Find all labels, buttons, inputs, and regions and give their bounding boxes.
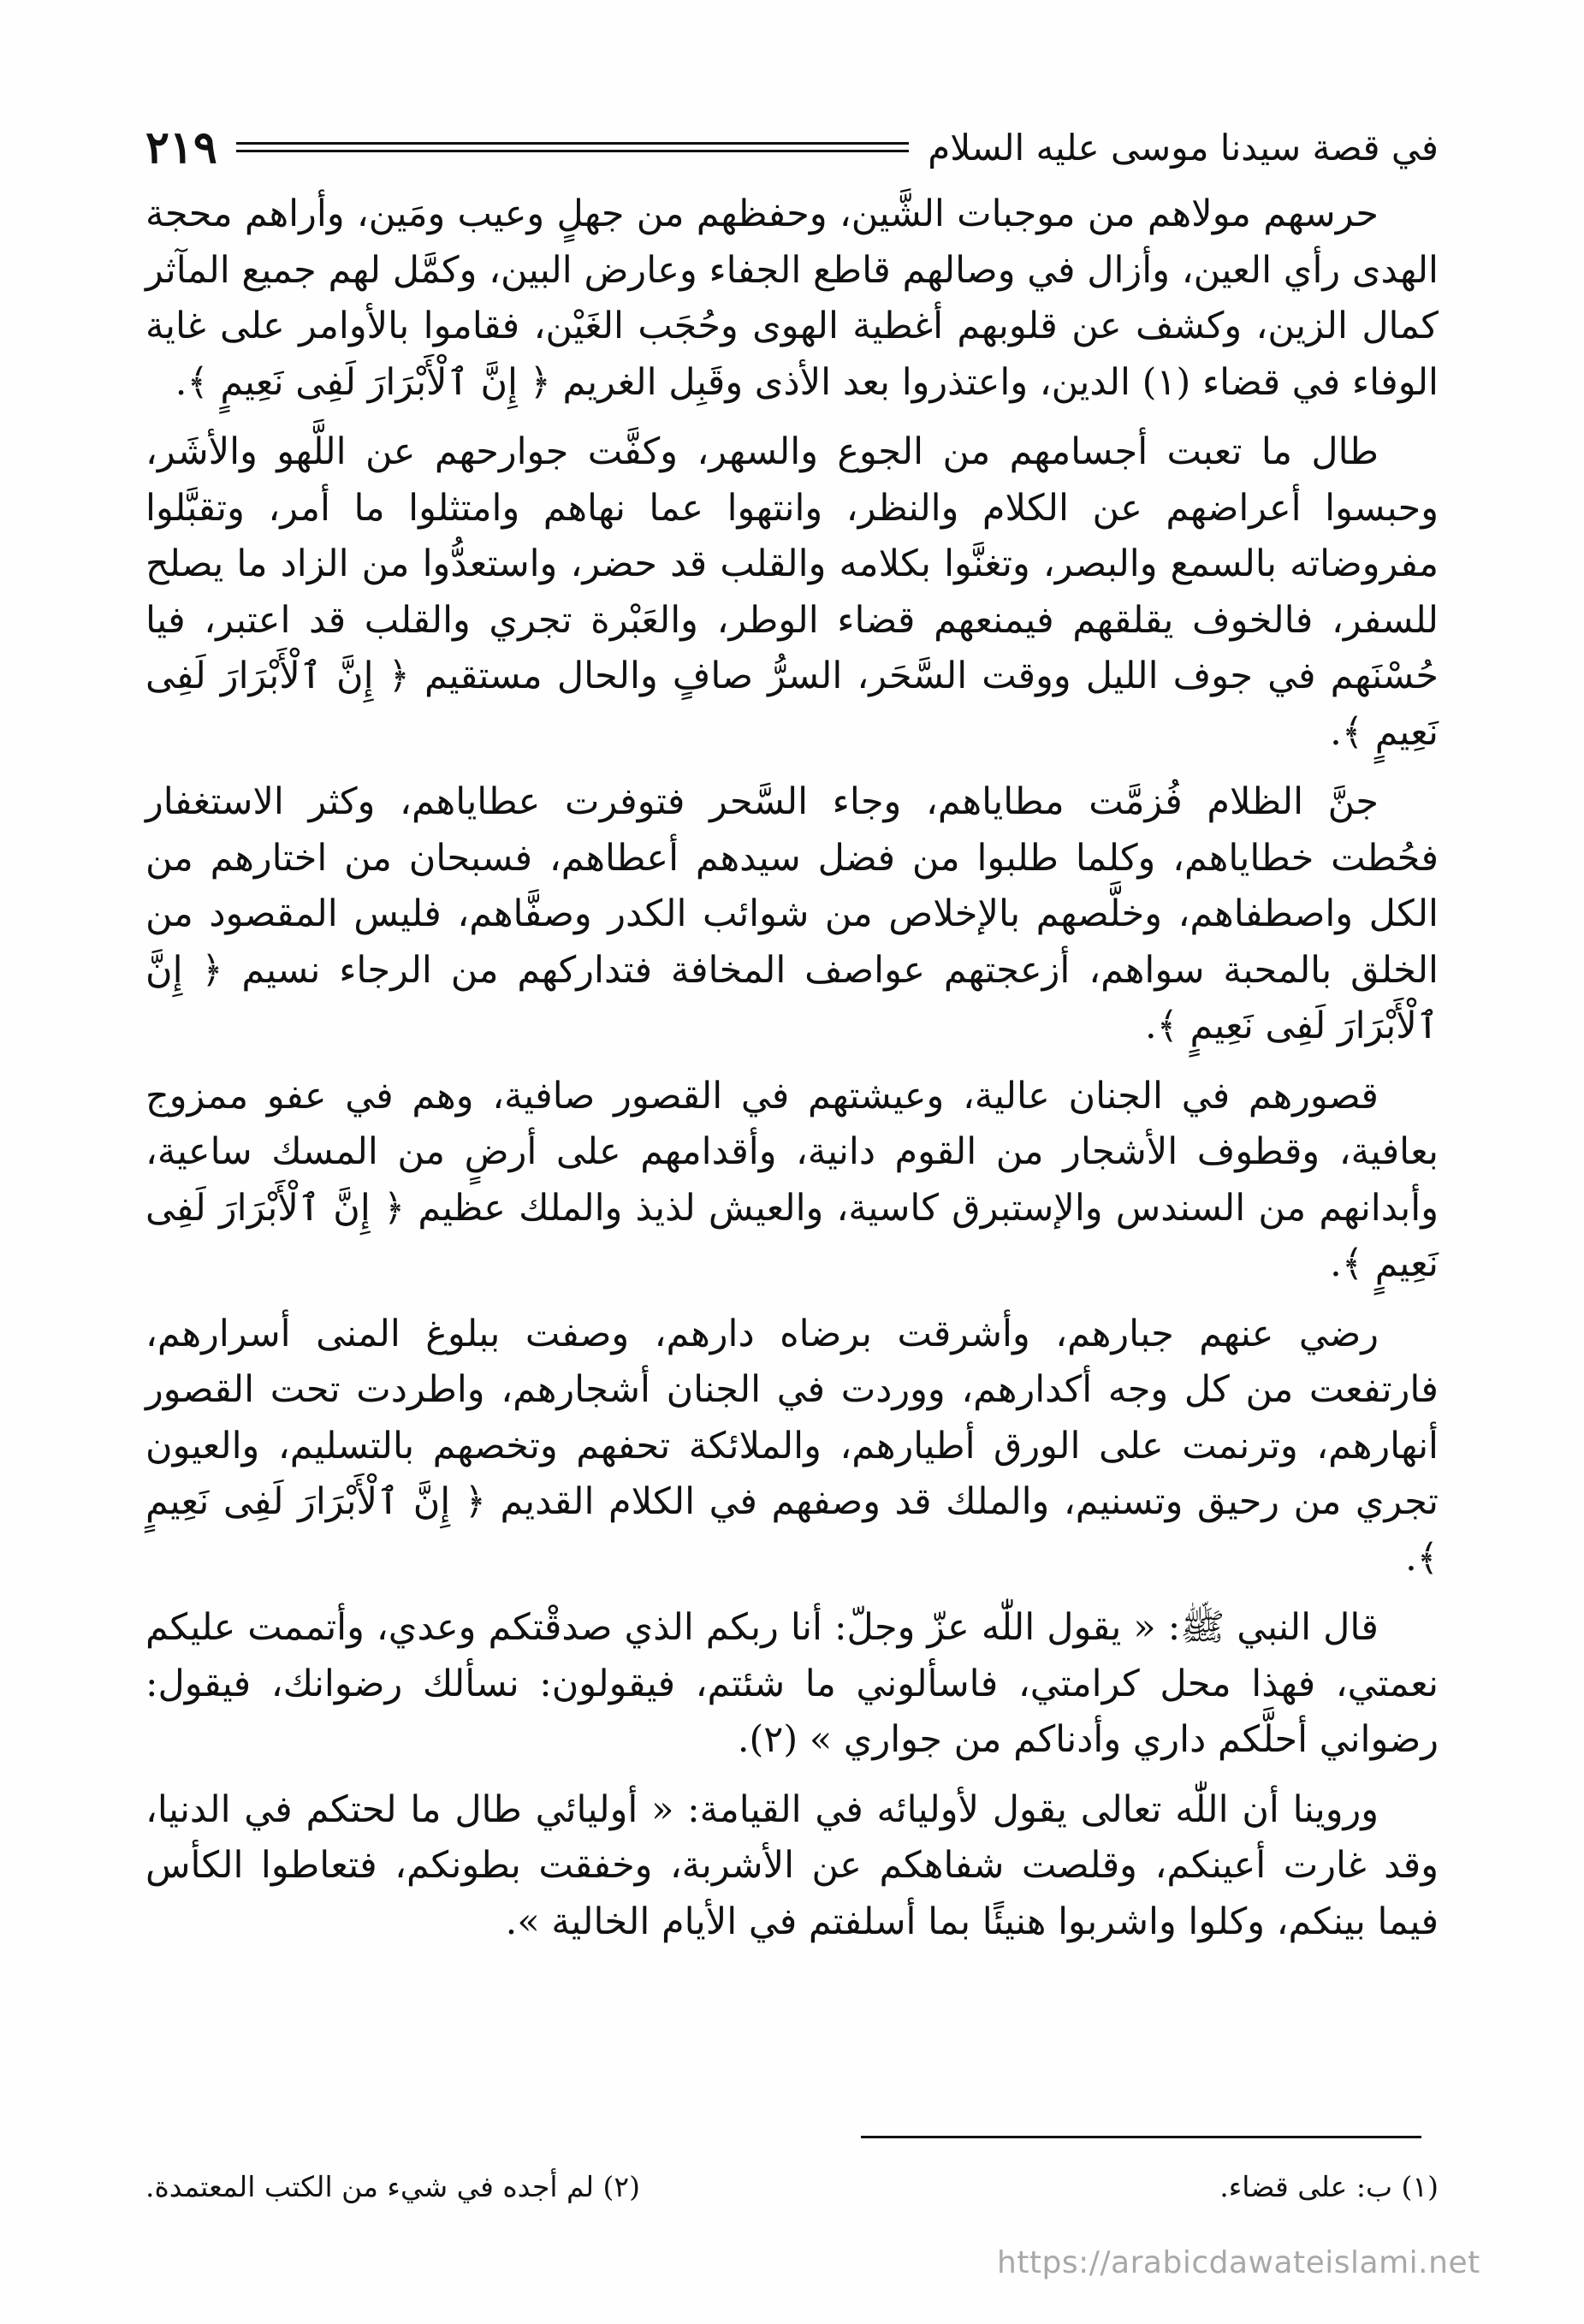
running-title: في قصة سيدنا موسى عليه السلام (928, 126, 1439, 169)
header-double-rule (236, 142, 909, 152)
paragraph-4: قصورهم في الجنان عالية، وعيشتهم في القصور صافية، وهم في عفو ممزوج بعافية، وقطوف الأشجار من القوم دانية، وأقدامهم على أرضٍ من المسك ساعية، وأبدانهم من السندس والإستبرق كاسية، والعيش لذيذ والملك عظيم ﴿ إِنَّ ٱلْأَبْرَارَ لَفِى نَعِيمٍ ﴾. (145, 1074, 1439, 1285)
watermark-url: https://arabicdawateislami.net (997, 2245, 1480, 2280)
paragraph-5: رضي عنهم جبارهم، وأشرقت برضاه دارهم، وصفت ببلوغ المنى أسرارهم، فارتفعت من كل وجه أكدارهم، ووردت في الجنان أشجارهم، واطردت تحت القصور أنهارهم، وترنمت على الورق أطيارهم، والملائكة تحفهم وتخصهم بالتسليم، والعيون تجري من رحيق وتسنيم، والملك قد وصفهم في الكلام القديم ﴿ إِنَّ ٱلْأَبْرَارَ لَفِى نَعِيمٍ ﴾. (145, 1312, 1439, 1580)
main-text (145, 187, 1439, 1964)
footnote-2: (٢) لم أجده في شيء من الكتب المعتمدة. (145, 2170, 641, 2203)
paragraph-1: حرسهم مولاهم من موجبات الشَّين، وحفظهم من جهلٍ وعيب ومَين، وأراهم محجة الهدى رأي العين، وأزال في وصالهم قاطع الجفاء وعارض البين، وكمَّل لهم جميع المآثر كمال الزين، وكشف عن قلوبهم أغطية الهوى وحُجَب الغَيْن، فقاموا بالأوامر على غاية الوفاء في قضاء (١) الدين، واعتذروا بعد الأذى وقَبِل الغريم ﴿ إِنَّ ٱلْأَبْرَارَ لَفِى نَعِيمٍ ﴾. (145, 193, 1439, 404)
paragraph-7: وروينا أن اللّٰه تعالى يقول لأوليائه في القيامة: « أوليائي طال ما لحتكم في الدنيا، وقد غارت أعينكم، وقلصت شفاهكم عن الأشربة، وخفقت بطونكم، فتعاطوا الكأس فيما بينكم، وكلوا واشربوا هنيئًا بما أسلفتم في الأيام الخالية ». (145, 1787, 1439, 1943)
page-header (145, 113, 1439, 181)
footnote-separator (861, 2136, 1421, 2138)
footnote-1: (١) ب: على قضاء. (1219, 2170, 1439, 2203)
page-number: ٢١٩ (145, 121, 217, 174)
paragraph-2: طال ما تعبت أجسامهم من الجوع والسهر، وكفَّت جوارحهم عن اللَّهو والأشَر، وحبسوا أعراضهم عن الكلام والنظر، وانتهوا عما نهاهم وامتثلوا ما أمر، وتقبَّلوا مفروضاته بالسمع والبصر، وتغنَّوا بكلامه والقلب قد حضر، واستعدُّوا من الزاد ما يصلح للسفر، فالخوف يقلقهم فيمنعهم قضاء الوطر، والعَبْرة تجري والقلب قد اعتبر، فيا حُسْنَهم في جوف الليل ووقت السَّحَر، السرُّ صافٍ والحال مستقيم ﴿ إِنَّ ٱلْأَبْرَارَ لَفِى نَعِيمٍ ﴾. (145, 430, 1439, 754)
paragraph-3: جنَّ الظلام فُزمَّت مطاياهم، وجاء السَّحر فتوفرت عطاياهم، وكثر الاستغفار فحُطت خطاياهم، وكلما طلبوا من فضل سيدهم أعطاهم، فسبحان من اختارهم من الكل واصطفاهم، وخلَّصهم بالإخلاص من شوائب الكدر وصفَّاهم، فليس المقصود من الخلق بالمحبة سواهم، أزعجتهم عواصف المخافة فتداركهم من الرجاء نسيم ﴿ إِنَّ ٱلْأَبْرَارَ لَفِى نَعِيمٍ ﴾. (145, 780, 1439, 1047)
paragraph-6: قال النبي ﷺ: « يقول اللّٰه عزّ وجلّ: أنا ربكم الذي صدقْتكم وعدي، وأتممت عليكم نعمتي، فهذا محل كرامتي، فاسألوني ما شئتم، فيقولون: نسألك رضوانك، فيقول: رضواني أحلَّكم داري وأدناكم من جواري » (٢). (145, 1606, 1439, 1761)
footnotes (145, 2170, 1439, 2203)
